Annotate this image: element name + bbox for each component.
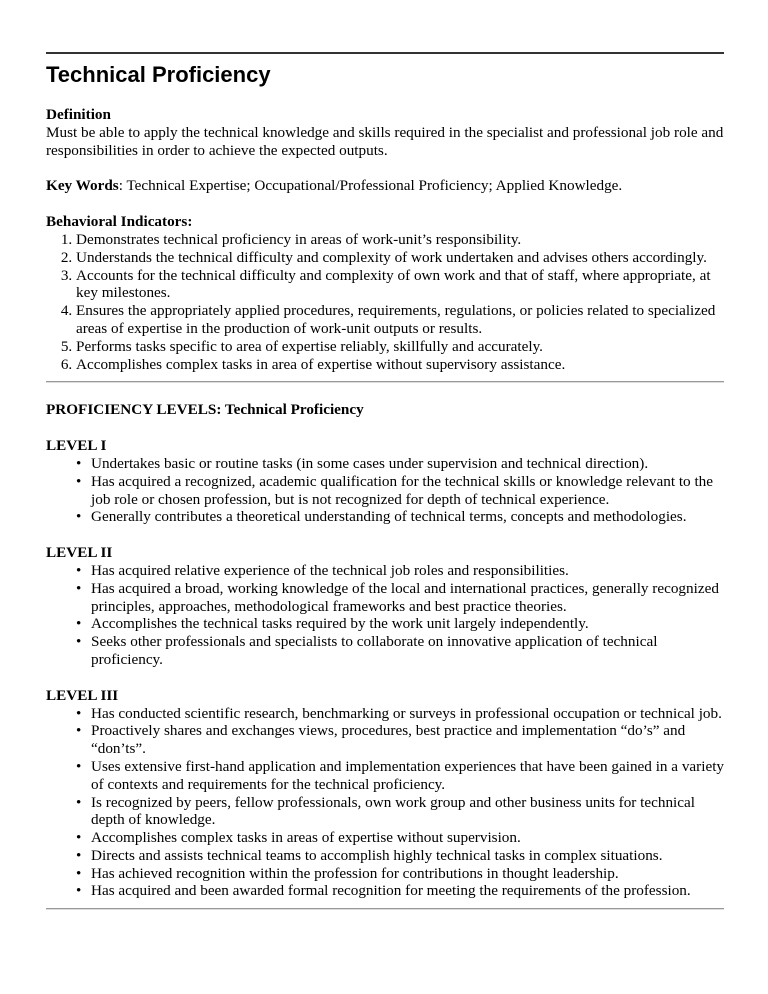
behavioral-indicators-heading: Behavioral Indicators: [46, 213, 193, 231]
behavioral-indicators-list [46, 231, 724, 373]
list-item: 5. Performs tasks specific to area of expertise reliably, skillfully and accurately. [76, 338, 724, 356]
list-item: 3. Accounts for the technical difficulty and complexity of own work and that of staff, where appropriate, at key milestones. [76, 267, 724, 303]
list-item: • Has acquired relative experience of the technical job roles and responsibilities. [91, 562, 724, 580]
list-item: • Uses extensive first-hand application and implementation experiences that have been gained in a variety of contexts and requirements for the technical proficiency. [91, 758, 724, 794]
key-words [46, 177, 724, 195]
definition-heading: Definition [46, 106, 111, 123]
list-item: • Accomplishes complex tasks in areas of expertise without supervision. [91, 829, 724, 847]
list-item: • Has achieved recognition within the profession for contributions in thought leadership. [91, 865, 724, 883]
list-item: • Proactively shares and exchanges views, procedures, best practice and implementation “do’s” and “don’ts”. [91, 722, 724, 758]
document-page [46, 52, 724, 928]
bottom-divider [46, 908, 724, 910]
level-2-list [46, 562, 724, 669]
key-words-text: : Technical Expertise; Occupational/Professional Proficiency; Applied Knowledge. [118, 177, 623, 195]
list-item: • Generally contributes a theoretical understanding of technical terms, concepts and methodologies. [91, 508, 724, 526]
definition-text: Must be able to apply the technical knowledge and skills required in the specialist and professional job role and responsibilities in order to achieve the expected outputs. [46, 123, 724, 159]
level-1-list [46, 455, 724, 526]
list-item: 4. Ensures the appropriately applied procedures, requirements, regulations, or policies related to specialized areas of expertise in the production of work-unit outputs or results. [76, 302, 724, 338]
level-3-heading: LEVEL III [46, 686, 119, 704]
list-item: 1. Demonstrates technical proficiency in areas of work-unit’s responsibility. [76, 231, 724, 249]
section-divider [46, 381, 724, 383]
list-item: • Has acquired a broad, working knowledge of the local and international practices, generally recognized principles, approaches, methodological frameworks and best practice theories. [91, 580, 724, 616]
proficiency-levels-heading: PROFICIENCY LEVELS: Technical Proficiency [46, 401, 364, 419]
list-item: 6. Accomplishes complex tasks in area of expertise without supervisory assistance. [76, 356, 724, 374]
list-item: 2. Understands the technical difficulty and complexity of work undertaken and advises others accordingly. [76, 249, 724, 267]
list-item: • Undertakes basic or routine tasks (in some cases under supervision and technical direction). [91, 455, 724, 473]
level-3-list [46, 705, 724, 901]
top-rule [46, 52, 724, 54]
level-1-heading: LEVEL I [46, 437, 107, 455]
list-item: • Seeks other professionals and specialists to collaborate on innovative application of technical proficiency. [91, 633, 724, 669]
list-item: • Has acquired and been awarded formal recognition for meeting the requirements of the profession. [91, 882, 724, 900]
list-item: • Has acquired a recognized, academic qualification for the technical skills or knowledge relevant to the job role or chosen profession, but is not recognized for depth of technical experience. [91, 473, 724, 509]
list-item: • Has conducted scientific research, benchmarking or surveys in professional occupation or technical job. [91, 705, 724, 723]
page-title: Technical Proficiency [46, 62, 271, 87]
list-item: • Directs and assists technical teams to accomplish highly technical tasks in complex situations. [91, 847, 724, 865]
list-item: • Is recognized by peers, fellow professionals, own work group and other business units for technical depth of knowledge. [91, 794, 724, 830]
list-item: • Accomplishes the technical tasks required by the work unit largely independently. [91, 615, 724, 633]
key-words-label: Key Words [46, 177, 119, 195]
level-2-heading: LEVEL II [46, 544, 113, 562]
